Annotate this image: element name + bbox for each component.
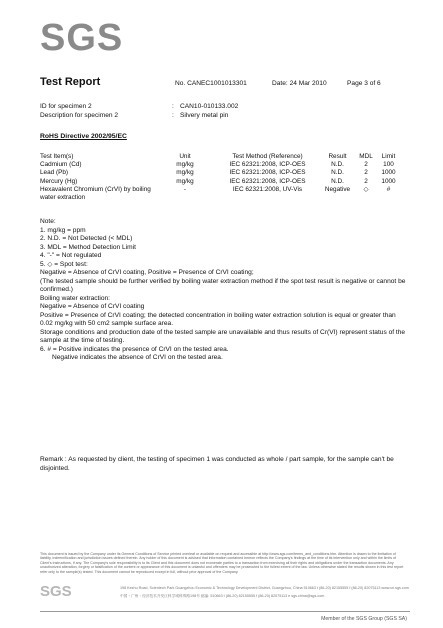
cell-mdl: 2 (364, 169, 368, 177)
cell-mdl: 2 (364, 177, 368, 185)
footer-sgs-logo: SGS (40, 583, 72, 600)
cell-unit: mg/kg (176, 177, 194, 185)
report-date: Date: 24 Mar 2010 (272, 80, 327, 87)
report-title: Test Report (40, 76, 101, 88)
footer-disclaimer: This document is issued by the Company under its General Conditions of Service printed overleaf or available on request and accessible at http://www.sgs.com/terms_and_conditions.htm. Attention is drawn to the limitation of liability, indemnification and jurisdiction issues defined therein. Any holder of this document is advised that information contained hereon reflects the Company's findings at the time of its intervention only and within the limits of Client's instructions, if any. The Company's sole responsibility is to its Client and this document does not exonerate parties to a transaction from exercising all their rights and obligations under the transaction documents. Any unauthorized alteration, forgery or falsification of the content or appearance of this document is unlawful and offenders may be prosecuted to the fullest extent of the law. Unless otherwise stated the results shown in this test report refer only to the sample(s) tested. This document cannot be reproduced except in full, without prior approval of the Company. (40, 552, 404, 574)
table-header-row (40, 153, 400, 161)
cell-unit: mg/kg (176, 169, 194, 177)
cell-method: IEC 62321:2008, ICP-OES (229, 177, 306, 185)
note-line: 5. ◇ = Spot test: (40, 260, 88, 268)
note-line: 6. # = Positive indicates the presence of CrVI on the tested area. (40, 345, 229, 353)
note-line: Negative = Absence of CrVI coating, Positive = Presence of CrVI coating; (40, 269, 254, 276)
footer-address-cn: 中国・广州・经济技术开发区科学城科珠路198号 邮编: 510663 t (86-20) 82155555 f (86-20) 82075113 e sgs.china@sgs.com (120, 594, 325, 598)
cell-result: N.D. (331, 169, 344, 177)
page-number: Page 3 of 6 (347, 80, 381, 87)
cell-unit: mg/kg (176, 161, 194, 169)
note-line: Boiling water extraction: (40, 294, 111, 302)
note-line: Positive = Presence of CrVI coating; the detected concentration in boiling water extraction solution is equal or greater than 0.02 mg/kg with 50 cm2 sample surface area. (40, 311, 396, 327)
directive-heading: RoHS Directive 2002/95/EC (40, 133, 127, 140)
report-number: No. CANEC1001013301 (175, 80, 247, 87)
footer-address-en: 198 Kezhu Road, Scientech Park Guangzhou Economic & Technology Development District, Guangzhou, China 510663 t (86-20) 82155555 f (86-20) 82075113 www.cn.sgs.com (120, 586, 409, 590)
notes-section (40, 218, 410, 363)
specimen-desc-sep: : (172, 112, 174, 119)
footer-address-block (40, 583, 410, 605)
cell-limit: 1000 (381, 169, 396, 177)
note-line: 1. mg/kg = ppm (40, 226, 86, 234)
note-line: 4. "-" = Not regulated (40, 252, 102, 259)
col-header-test-item: Test Item(s) (40, 153, 74, 160)
table-row (40, 186, 400, 202)
specimen-id-label: ID for specimen 2 (40, 103, 92, 110)
note-line: 2. N.D. = Not Detected (< MDL) (40, 235, 133, 242)
note-line: Negative = Absence of CrVI coating (40, 303, 145, 310)
member-text: Member of the SGS Group (SGS SA) (321, 616, 407, 622)
cell-result: N.D. (331, 161, 344, 169)
table-row (40, 169, 400, 177)
cell-test-item: Hexavalent Chromium (CrVI) by boiling water extraction (40, 185, 151, 202)
specimen-id-value: CAN10-010133.002 (180, 103, 239, 110)
table-row (40, 161, 400, 169)
cell-method: IEC 62321:2008, ICP-OES (229, 161, 306, 169)
cell-result: Negative (324, 185, 351, 193)
note-line: Note: (40, 218, 56, 225)
note-line: 3. MDL = Method Detection Limit (40, 243, 136, 251)
cell-method: IEC 62321:2008, UV-Vis (232, 185, 303, 193)
cell-mdl: ◇ (363, 185, 369, 193)
cell-unit: - (183, 185, 187, 193)
cell-limit: # (386, 185, 391, 193)
cell-limit: 1000 (381, 177, 396, 185)
col-header-limit: Limit (381, 153, 396, 160)
cell-limit: 100 (383, 161, 394, 169)
col-header-unit: Unit (179, 153, 191, 160)
specimen-desc-label: Description for specimen 2 (40, 112, 119, 119)
col-header-mdl: MDL (359, 153, 373, 160)
cell-method: IEC 62321:2008, ICP-OES (229, 169, 306, 177)
specimen-desc-value: Silvery metal pin (180, 112, 229, 119)
note-line: Storage conditions and production date of the tested sample are unavailable and thus results of Cr(VI) represent status of the sample at the time of testing. (40, 328, 406, 344)
note-line: (The tested sample should be further verified by boiling water extraction method if the spot test result is negative or cannot be confirmed.) (40, 277, 406, 293)
footer-divider (40, 611, 410, 612)
cell-test-item: Cadmium (Cd) (40, 161, 82, 169)
note-line: Negative indicates the absence of CrVI on the tested area. (52, 354, 223, 361)
sgs-logo-text: SGS (40, 17, 124, 59)
table-row (40, 178, 400, 186)
cell-mdl: 2 (364, 161, 368, 169)
cell-test-item: Mercury (Hg) (40, 177, 78, 185)
sgs-logo (40, 17, 124, 59)
remark-text: Remark : As requested by client, the testing of specimen 1 was conducted as whole / part sample, for the sample can't be disjointed. (40, 456, 394, 472)
specimen-id-sep: : (172, 103, 174, 110)
cell-test-item: Lead (Pb) (40, 169, 69, 177)
cell-result: N.D. (331, 177, 344, 185)
col-header-result: Result (328, 153, 347, 160)
col-header-method: Test Method (Reference) (232, 153, 303, 160)
results-table (40, 153, 400, 202)
